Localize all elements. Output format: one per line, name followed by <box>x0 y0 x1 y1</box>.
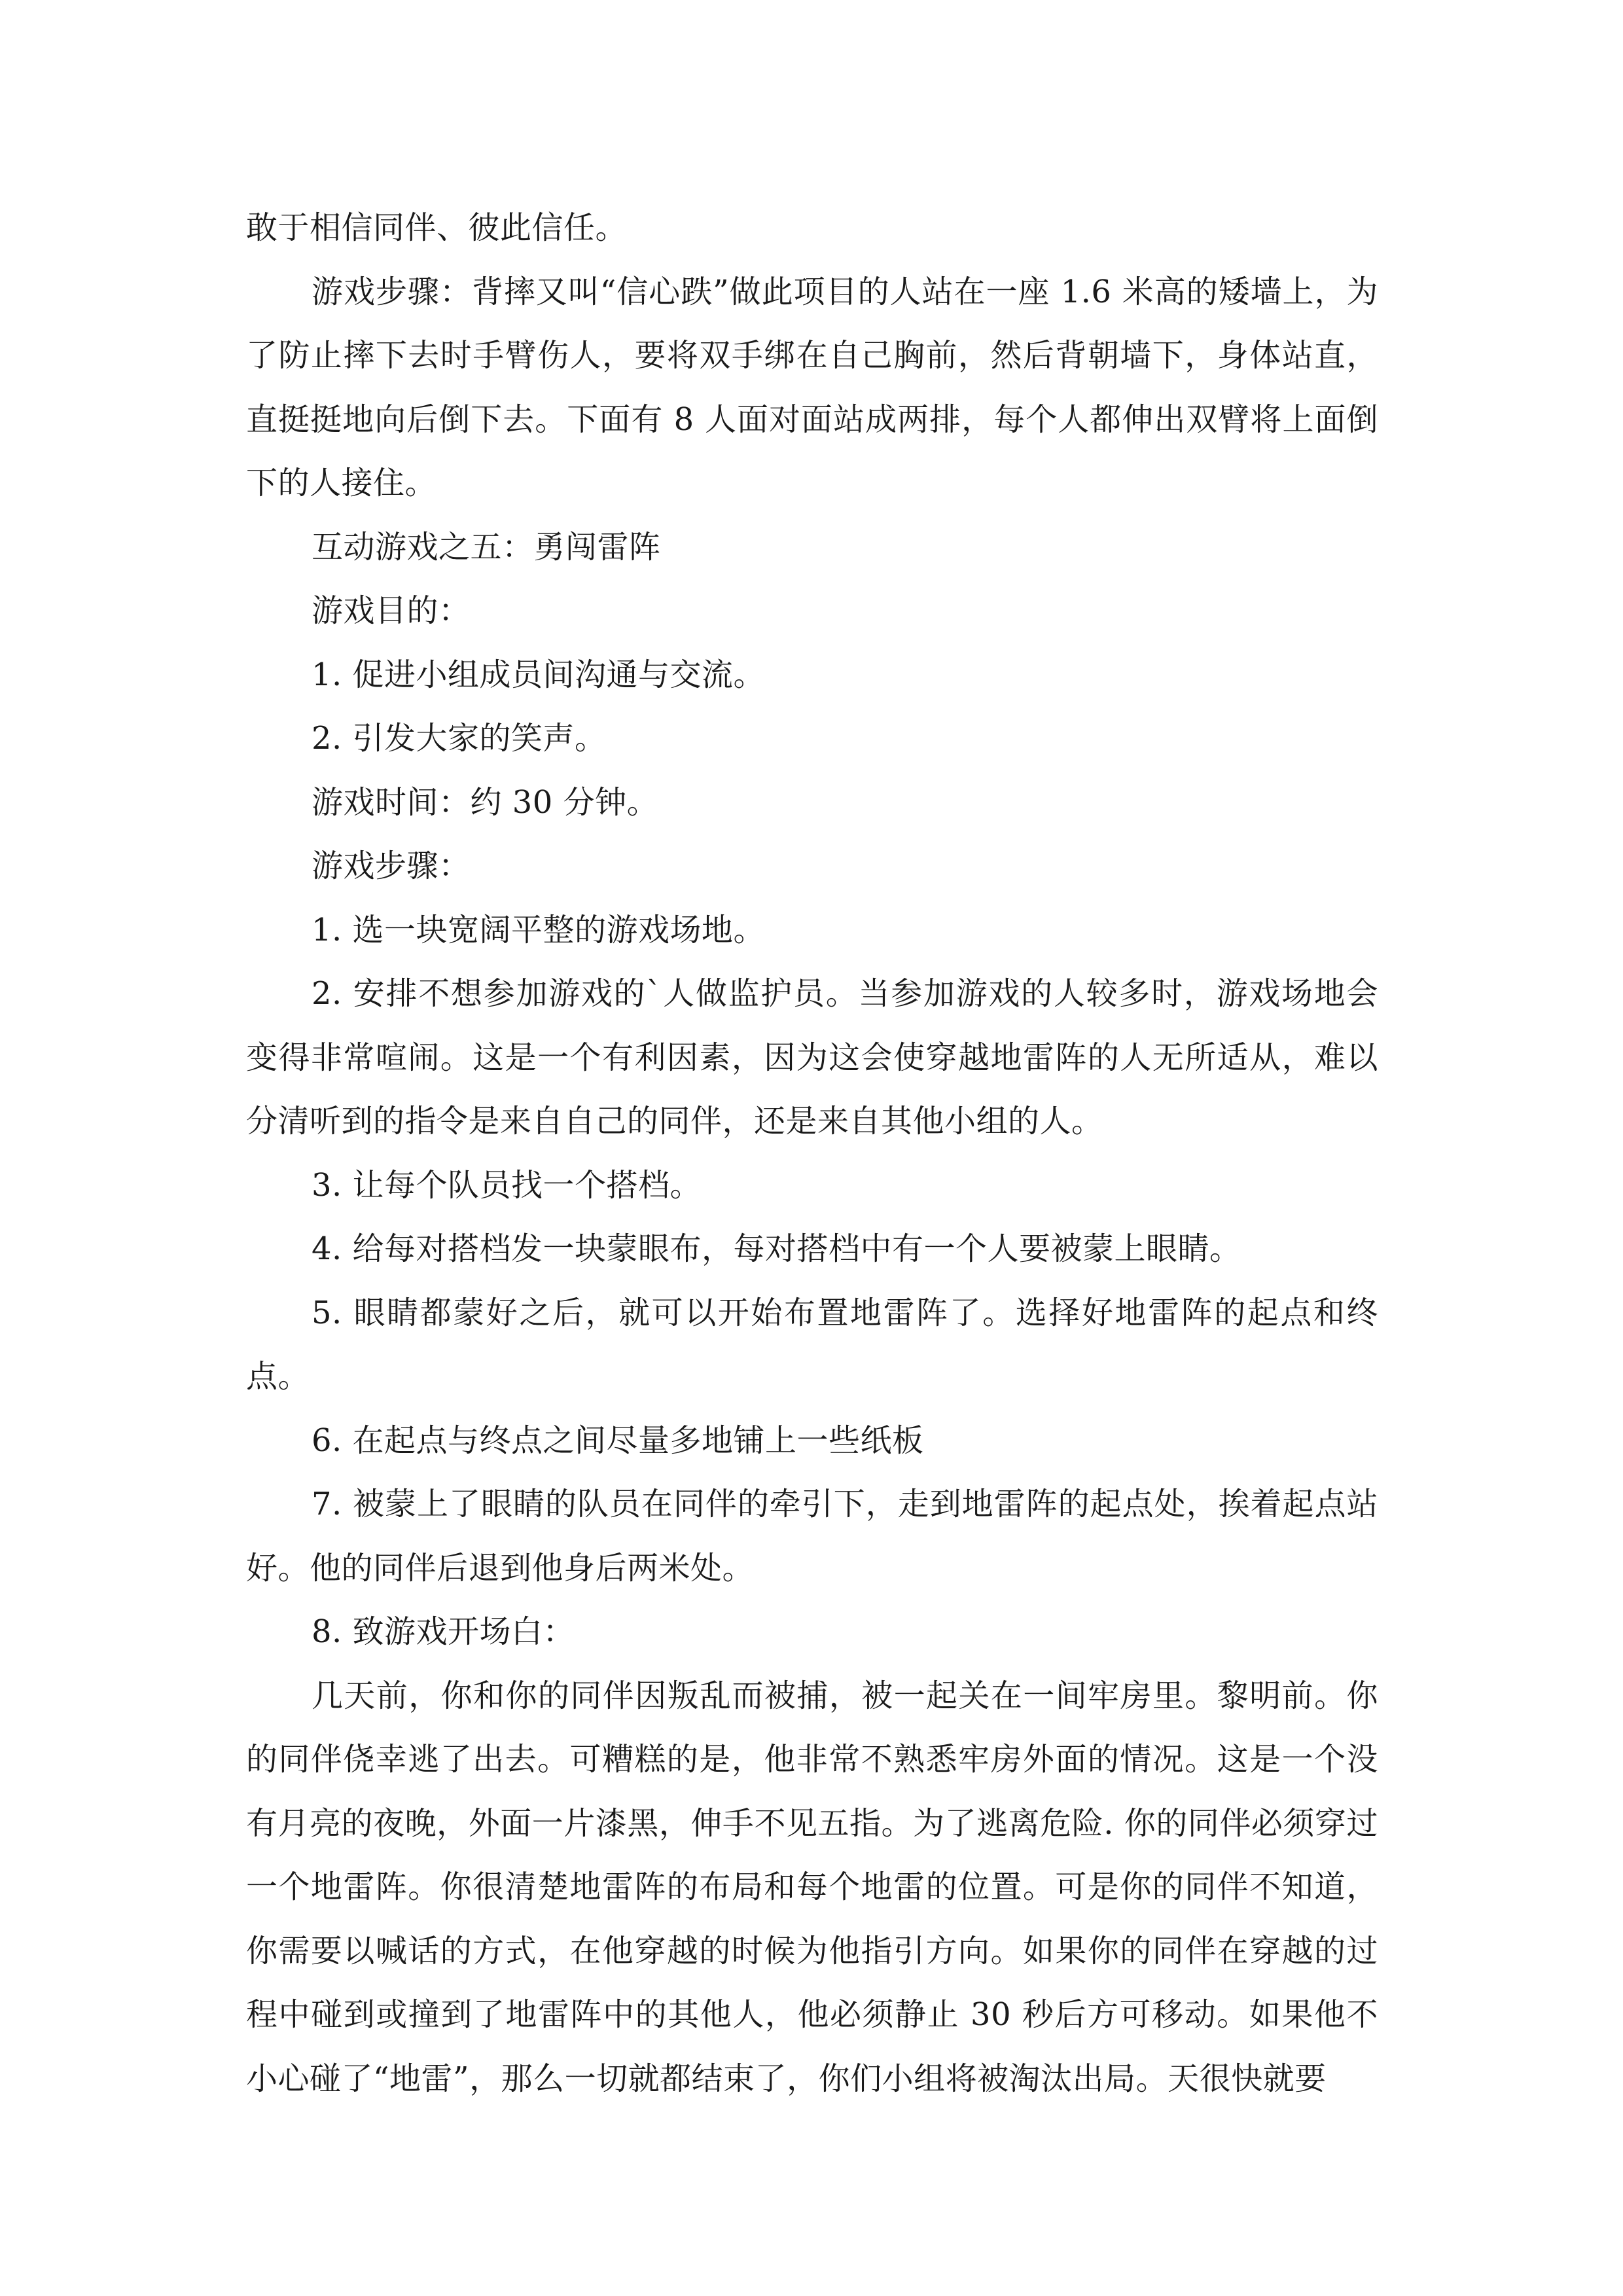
paragraph: 游戏目的： <box>312 592 471 629</box>
list-item: 1. 选一块宽阔平整的游戏场地。 <box>312 911 766 948</box>
paragraph: 几天前，你和你的同伴因叛乱而被捕，被一起关在一间牢房里。黎明前。你的同伴侥幸逃了出去。可糟糕的是，他非常不熟悉牢房外面的情况。这是一个没有月亮的夜晚，外面一片漆黑，伸手不见五指。为了逃离危险. 你的同伴必须穿过一个地雷阵。你很清楚地雷阵的布局和每个地雷的位置。可是你的同伴不知道，你需要以喊话的方式，在他穿越的时候为他指引方向。如果你的同伴在穿越的过程中碰到或撞到了地雷阵中的其他人，他必须静止 30 秒后方可移动。如果他不小心碰了“地雷”，那么一切就都结束了，你们小组将被淘汰出局。天很快就要 <box>246 1677 1378 2097</box>
paragraph: 游戏步骤：背摔又叫“信心跌”做此项目的人站在一座 1.6 米高的矮墙上，为了防止摔下去时手臂伤人，要将双手绑在自己胸前，然后背朝墙下，身体站直，直挺挺地向后倒下去。下面有 8 人面对面站成两排，每个人都伸出双臂将上面倒下的人接住。 <box>246 273 1378 501</box>
list-item: 7. 被蒙上了眼睛的队员在同伴的牵引下，走到地雷阵的起点处，挨着起点站好。他的同伴后退到他身后两米处。 <box>246 1486 1378 1587</box>
list-item: 3. 让每个队员找一个搭档。 <box>312 1166 702 1204</box>
paragraph: 游戏时间：约 30 分钟。 <box>312 783 659 821</box>
list-item: 8. 致游戏开场白： <box>312 1613 575 1650</box>
section-heading: 互动游戏之五：勇闯雷阵 <box>312 528 661 565</box>
paragraph: 敢于相信同伴、彼此信任。 <box>246 209 628 246</box>
paragraph: 游戏步骤： <box>312 848 471 884</box>
list-item: 5. 眼睛都蒙好之后，就可以开始布置地雷阵了。选择好地雷阵的起点和终点。 <box>246 1294 1378 1395</box>
list-item: 2. 引发大家的笑声。 <box>312 720 607 757</box>
list-item: 1. 促进小组成员间沟通与交流。 <box>312 656 766 693</box>
list-item: 4. 给每对搭档发一块蒙眼布，每对搭档中有一个人要被蒙上眼睛。 <box>312 1230 1241 1267</box>
list-item: 6. 在起点与终点之间尽量多地铺上一些纸板 <box>312 1422 924 1459</box>
document-body <box>246 196 1378 2111</box>
list-item: 2. 安排不想参加游戏的`人做监护员。当参加游戏的人较多时，游戏场地会变得非常喧闹。这是一个有利因素，因为这会使穿越地雷阵的人无所适从，难以分清听到的指令是来自自己的同伴，还是来自其他小组的人。 <box>246 975 1378 1139</box>
